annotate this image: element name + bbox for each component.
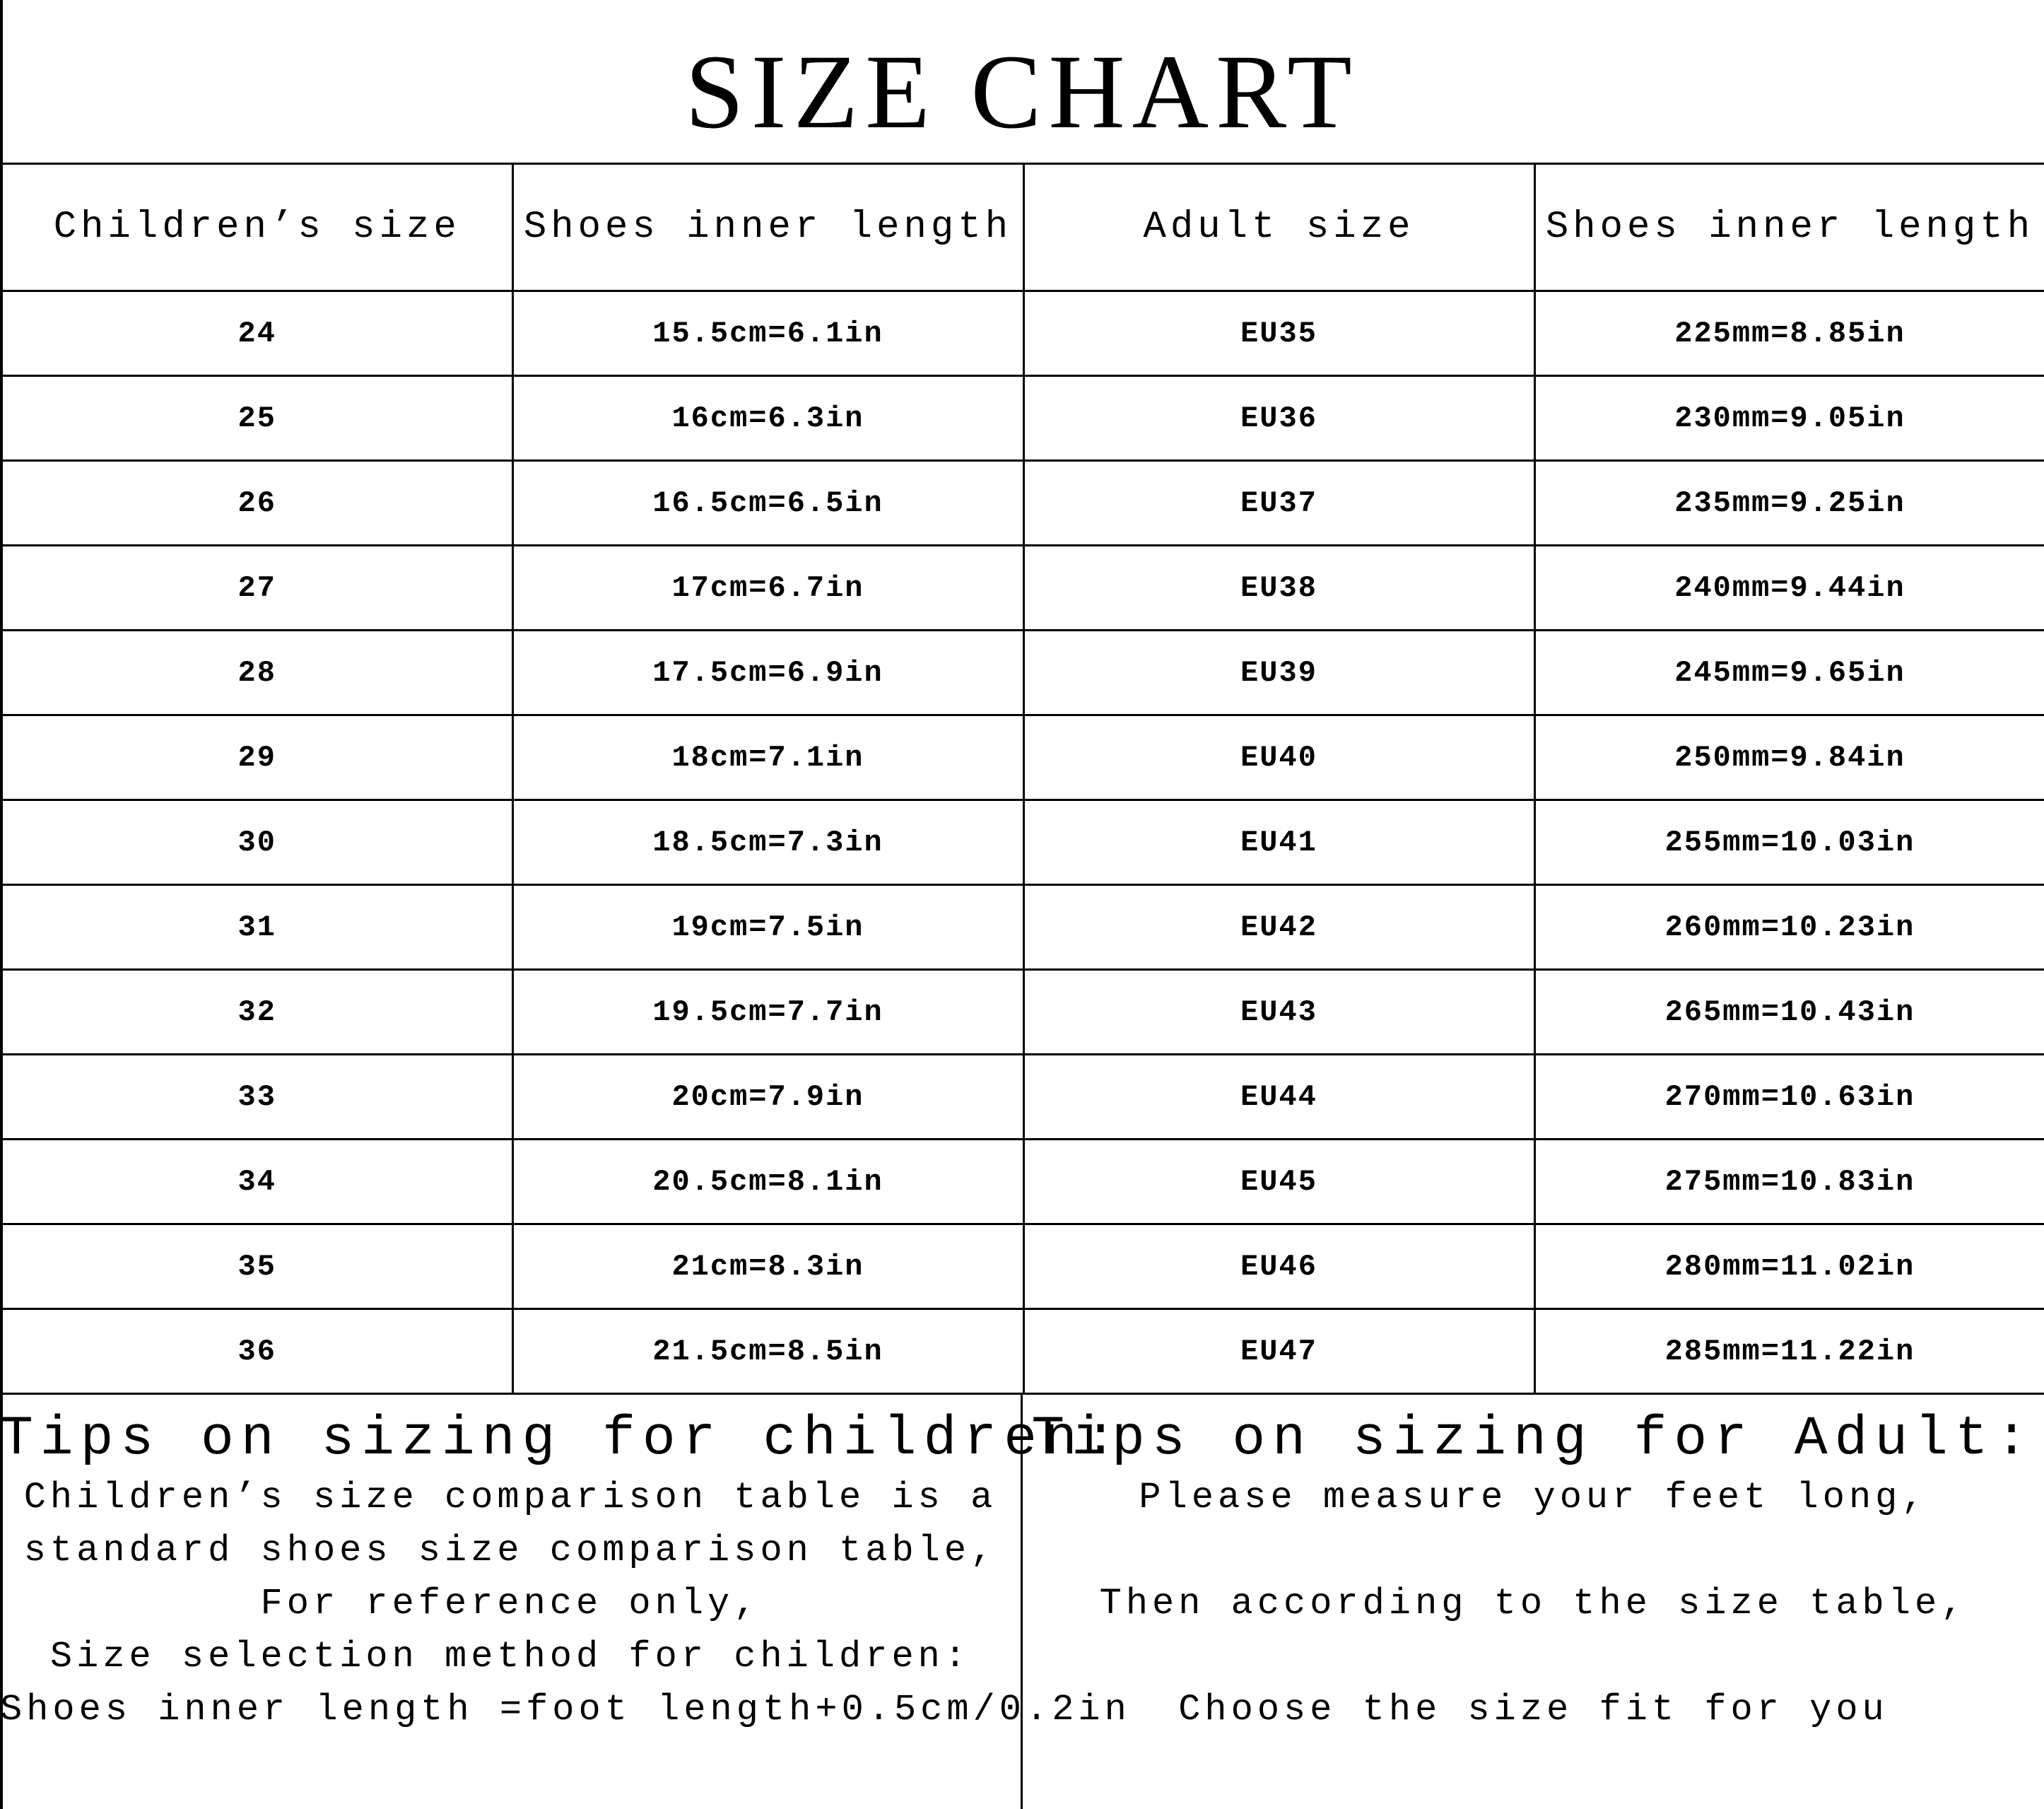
children-inner-length-cell: 19cm=7.5in xyxy=(512,885,1023,970)
adult-inner-length-cell: 225mm=8.85in xyxy=(1534,291,2044,376)
header-children-inner-length: Shoes inner length xyxy=(512,164,1023,291)
children-size-cell: 36 xyxy=(1,1309,512,1394)
adult-size-cell: EU38 xyxy=(1023,546,1534,631)
adult-inner-length-cell: 250mm=9.84in xyxy=(1534,715,2044,800)
tips-adult-spacer xyxy=(1023,1630,2044,1683)
children-size-cell: 29 xyxy=(1,715,512,800)
children-size-cell: 27 xyxy=(1,546,512,631)
children-inner-length-cell: 18.5cm=7.3in xyxy=(512,800,1023,885)
adult-size-cell: EU39 xyxy=(1023,631,1534,715)
children-size-cell: 26 xyxy=(1,461,512,546)
size-chart-table xyxy=(0,163,2044,1395)
adult-inner-length-cell: 255mm=10.03in xyxy=(1534,800,2044,885)
children-inner-length-cell: 20.5cm=8.1in xyxy=(512,1140,1023,1224)
adult-size-cell: EU42 xyxy=(1023,885,1534,970)
children-size-cell: 34 xyxy=(1,1140,512,1224)
children-inner-length-cell: 17cm=6.7in xyxy=(512,546,1023,631)
adult-inner-length-cell: 285mm=11.22in xyxy=(1534,1309,2044,1394)
children-size-cell: 32 xyxy=(1,970,512,1055)
children-inner-length-cell: 16.5cm=6.5in xyxy=(512,461,1023,546)
adult-inner-length-cell: 280mm=11.02in xyxy=(1534,1224,2044,1309)
children-inner-length-cell: 15.5cm=6.1in xyxy=(512,291,1023,376)
children-inner-length-cell: 16cm=6.3in xyxy=(512,376,1023,461)
adult-inner-length-cell: 265mm=10.43in xyxy=(1534,970,2044,1055)
adult-size-cell: EU44 xyxy=(1023,1055,1534,1140)
adult-size-cell: EU35 xyxy=(1023,291,1534,376)
adult-inner-length-cell: 270mm=10.63in xyxy=(1534,1055,2044,1140)
header-adult-size: Adult size xyxy=(1023,164,1534,291)
page-title: SIZE CHART xyxy=(685,33,1359,151)
table-row xyxy=(1,800,2044,885)
table-row xyxy=(1,1055,2044,1140)
children-size-cell: 30 xyxy=(1,800,512,885)
header-children-size: Children’s size xyxy=(1,164,512,291)
children-inner-length-cell: 21cm=8.3in xyxy=(512,1224,1023,1309)
children-size-cell: 28 xyxy=(1,631,512,715)
children-size-cell: 24 xyxy=(1,291,512,376)
header-adult-inner-length: Shoes inner length xyxy=(1534,164,2044,291)
adult-inner-length-cell: 245mm=9.65in xyxy=(1534,631,2044,715)
table-row xyxy=(1,1224,2044,1309)
tips-adult-spacer xyxy=(1023,1524,2044,1577)
tips-children-line: Size selection method for children: xyxy=(49,1636,971,1678)
tips-adult-line: Then according to the size table, xyxy=(1099,1583,1968,1624)
children-size-cell: 25 xyxy=(1,376,512,461)
adult-size-cell: EU46 xyxy=(1023,1224,1534,1309)
children-size-cell: 33 xyxy=(1,1055,512,1140)
tips-children-title: Tips on sizing for children: xyxy=(0,1408,1124,1470)
table-row xyxy=(1,715,2044,800)
adult-inner-length-cell: 230mm=9.05in xyxy=(1534,376,2044,461)
adult-size-cell: EU41 xyxy=(1023,800,1534,885)
table-row xyxy=(1,376,2044,461)
adult-inner-length-cell: 235mm=9.25in xyxy=(1534,461,2044,546)
children-inner-length-cell: 18cm=7.1in xyxy=(512,715,1023,800)
adult-size-cell: EU37 xyxy=(1023,461,1534,546)
table-row xyxy=(1,1309,2044,1394)
tips-adult-line: Choose the size fit for you xyxy=(1178,1689,1889,1731)
children-size-cell: 35 xyxy=(1,1224,512,1309)
table-row xyxy=(1,970,2044,1055)
adult-size-cell: EU47 xyxy=(1023,1309,1534,1394)
table-row xyxy=(1,885,2044,970)
tips-adult-panel xyxy=(1023,1395,2044,1809)
tips-children-line: Children’s size comparison table is a xyxy=(23,1477,997,1518)
table-row xyxy=(1,461,2044,546)
children-inner-length-cell: 21.5cm=8.5in xyxy=(512,1309,1023,1394)
table-row xyxy=(1,631,2044,715)
tips-children-line: For reference only, xyxy=(260,1583,760,1624)
adult-size-cell: EU36 xyxy=(1023,376,1534,461)
children-inner-length-cell: 17.5cm=6.9in xyxy=(512,631,1023,715)
adult-inner-length-cell: 240mm=9.44in xyxy=(1534,546,2044,631)
adult-size-cell: EU43 xyxy=(1023,970,1534,1055)
adult-size-cell: EU40 xyxy=(1023,715,1534,800)
children-size-cell: 31 xyxy=(1,885,512,970)
tips-adult-title: Tips on sizing for Adult: xyxy=(1031,1408,2036,1470)
table-row xyxy=(1,546,2044,631)
table-row xyxy=(1,1140,2044,1224)
adult-size-cell: EU45 xyxy=(1023,1140,1534,1224)
adult-inner-length-cell: 275mm=10.83in xyxy=(1534,1140,2044,1224)
adult-inner-length-cell: 260mm=10.23in xyxy=(1534,885,2044,970)
tips-children-panel xyxy=(0,1395,1131,1809)
children-inner-length-cell: 20cm=7.9in xyxy=(512,1055,1023,1140)
tips-children-line: standard shoes size comparison table, xyxy=(23,1530,997,1571)
table-row xyxy=(1,291,2044,376)
children-inner-length-cell: 19.5cm=7.7in xyxy=(512,970,1023,1055)
table-body xyxy=(1,291,2044,1394)
tips-children-line: Shoes inner length =foot length+0.5cm/0.2in xyxy=(0,1689,1131,1731)
tips-adult-line: Please measure your feet long, xyxy=(1139,1477,1928,1518)
table-header-row xyxy=(1,164,2044,291)
